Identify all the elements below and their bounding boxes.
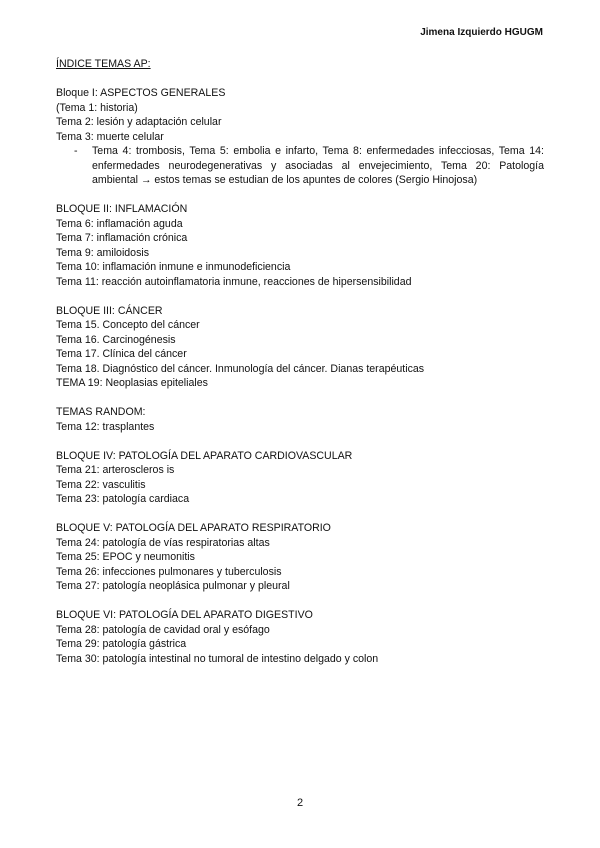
section-heading: BLOQUE V: PATOLOGÍA DEL APARATO RESPIRATORIO (56, 522, 331, 534)
topic-line: Tema 9: amiloidosis (56, 246, 150, 259)
index-title: ÍNDICE TEMAS AP: (56, 58, 151, 70)
bullet-text: Tema 4: trombosis, Tema 5: embolia e infarto, Tema 8: enfermedades infecciosas, Tema 14: enfermedades neurodegenerativas y asociadas al envejecimiento, Tema 20: Patología ambiental → estos temas se estudian de los apuntes de colores (Sergio Hinojosa) (92, 145, 544, 186)
topic-line: Tema 10: inflamación inmune e inmunodeficiencia (56, 261, 291, 273)
topic-line: Tema 29: patología gástrica (56, 638, 187, 650)
section-heading: Bloque I: ASPECTOS GENERALES (56, 87, 226, 99)
topic-line: Tema 24: patología de vías respiratorias altas (56, 536, 270, 549)
section-bloque-4 (56, 449, 544, 507)
topic-line: Tema 18. Diagnóstico del cáncer. Inmunología del cáncer. Dianas terapéuticas (56, 362, 425, 375)
topic-line: Tema 28: patología de cavidad oral y esófago (56, 623, 270, 636)
section-bloque-2 (56, 202, 544, 289)
topic-line: Tema 17. Clínica del cáncer (56, 348, 187, 360)
topic-line: Tema 22: vasculitis (56, 478, 146, 491)
section-bloque-3 (56, 304, 544, 391)
topic-line: Tema 12: trasplantes (56, 420, 155, 433)
topic-line: Tema 11: reacción autoinflamatoria inmune, reacciones de hipersensibilidad (56, 275, 412, 288)
document-body (56, 57, 544, 681)
page-number: 2 (296, 797, 304, 809)
topic-line: Tema 27: patología neoplásica pulmonar y pleural (56, 580, 290, 592)
topic-line: TEMA 19: Neoplasias epiteliales (56, 377, 208, 389)
section-temas-random (56, 405, 544, 434)
topic-line: Tema 21: arteroscleros is (56, 464, 175, 476)
section-bloque-5 (56, 521, 544, 594)
section-heading: TEMAS RANDOM: (56, 406, 146, 418)
section-heading: BLOQUE VI: PATOLOGÍA DEL APARATO DIGESTIVO (56, 609, 313, 621)
topic-line: Tema 16. Carcinogénesis (56, 333, 176, 346)
topic-line: Tema 26: infecciones pulmonares y tuberculosis (56, 565, 282, 578)
topic-line: Tema 15. Concepto del cáncer (56, 319, 200, 331)
section-heading: BLOQUE II: INFLAMACIÓN (56, 203, 188, 215)
section-bloque-6 (56, 608, 544, 666)
section-heading: BLOQUE III: CÁNCER (56, 304, 163, 317)
topic-line: Tema 25: EPOC y neumonitis (56, 551, 195, 563)
bullet-note (56, 144, 544, 188)
section-bloque-1 (56, 86, 544, 188)
bullet-dash: - (74, 145, 78, 157)
topic-line: (Tema 1: historia) (56, 101, 138, 114)
topic-line: Tema 3: muerte celular (56, 130, 164, 143)
topic-line: Tema 23: patología cardiaca (56, 493, 190, 505)
topic-line: Tema 30: patología intestinal no tumoral de intestino delgado y colon (56, 652, 379, 665)
topic-line: Tema 2: lesión y adaptación celular (56, 116, 222, 128)
topic-line: Tema 7: inflamación crónica (56, 232, 188, 244)
topic-line: Tema 6: inflamación aguda (56, 217, 183, 230)
section-heading: BLOQUE IV: PATOLOGÍA DEL APARATO CARDIOVASCULAR (56, 449, 353, 462)
page-header-author: Jimena Izquierdo HGUGM (420, 27, 543, 38)
